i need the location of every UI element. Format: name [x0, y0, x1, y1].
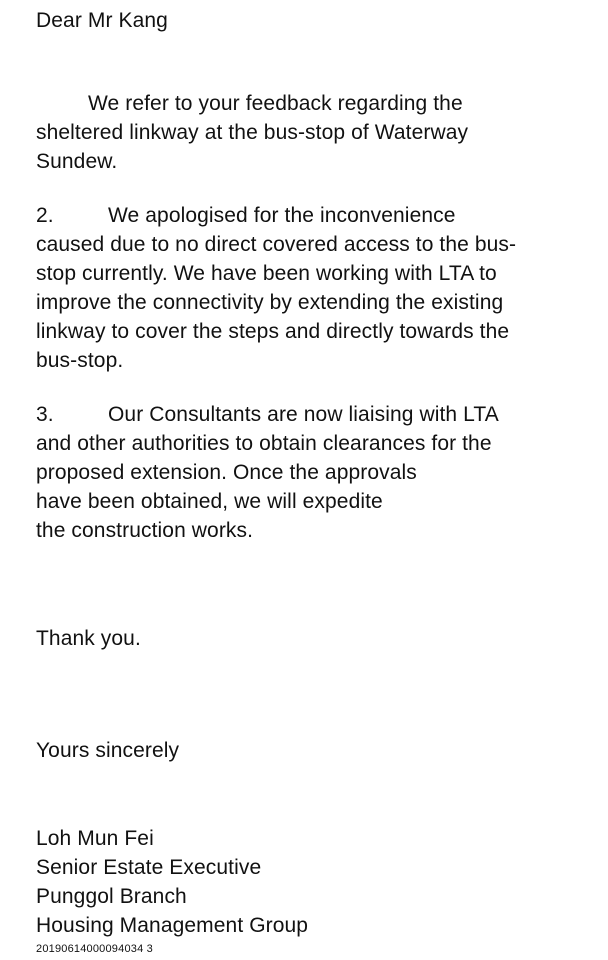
signatory-title: Senior Estate Executive [36, 856, 262, 879]
paragraph-2-line: stop currently. We have been working with LTA to [36, 262, 497, 285]
paragraph-3-line: have been obtained, we will expedite [36, 490, 383, 513]
salutation: Dear Mr Kang [36, 9, 168, 32]
paragraph-3-line: the construction works. [36, 519, 254, 542]
paragraph-3-line [36, 400, 499, 429]
paragraph-2-line: caused due to no direct covered access to the bus- [36, 233, 517, 256]
paragraph-2-line: improve the connectivity by extending the existing [36, 291, 504, 314]
paragraph-1-line [36, 89, 463, 118]
paragraph-1-line-text: We refer to your feedback regarding the [88, 92, 463, 115]
closing-line: Yours sincerely [36, 739, 180, 762]
paragraph-3-line-text: Our Consultants are now liaising with LTA [108, 403, 499, 426]
paragraph-3-number: 3. [36, 403, 54, 426]
paragraph-2-line: linkway to cover the steps and directly towards the [36, 320, 510, 343]
paragraph-3-line: and other authorities to obtain clearances for the [36, 432, 492, 455]
paragraph-1-line: Sundew. [36, 150, 118, 173]
signatory-group: Housing Management Group [36, 914, 309, 937]
paragraph-3-line: proposed extension. Once the approvals [36, 461, 417, 484]
paragraph-2-line [36, 201, 456, 230]
reference-number: 20190614000094034 3 [36, 943, 153, 955]
paragraph-2-line: bus-stop. [36, 349, 124, 372]
signatory-branch: Punggol Branch [36, 885, 187, 908]
signatory-name: Loh Mun Fei [36, 827, 154, 850]
paragraph-1-line: sheltered linkway at the bus-stop of Waterway [36, 121, 469, 144]
thanks-line: Thank you. [36, 627, 141, 650]
paragraph-2-number: 2. [36, 204, 54, 227]
paragraph-2-line-text: We apologised for the inconvenience [108, 204, 456, 227]
